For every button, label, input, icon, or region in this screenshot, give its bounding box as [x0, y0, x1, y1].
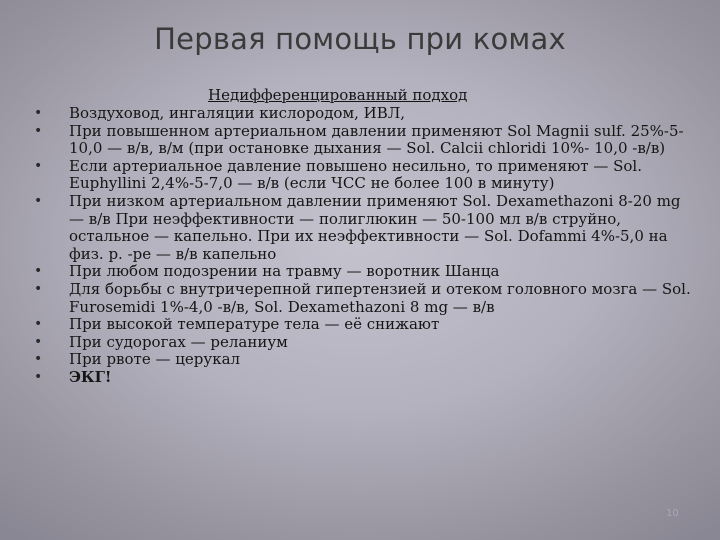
bullet-dot-icon: •	[34, 105, 43, 121]
bullet-text: При судорогах — реланиум	[69, 332, 288, 351]
bullet-dot-icon: •	[34, 263, 43, 280]
bullet-dot-icon: •	[34, 157, 43, 174]
bullet-text: При любом подозрении на травму — воротник Шанца	[69, 262, 500, 281]
slide-title: Первая помощь при комах	[154, 22, 566, 56]
bullet-list	[34, 105, 698, 387]
bullet-item	[34, 316, 698, 334]
bullet-text: При низком артериальном давлении применяют Sol. Dexamethazoni 8-20 mg — в/в При неэффективности — полиглюкин — 50-100 мл в/в струйно, остальное — капельно. При их неэффективности — Sol. Dofammi 4%-5,0 на физ. р. -ре — в/в капельно	[69, 191, 681, 263]
slide-subtitle: Недифференцированный подход	[208, 86, 468, 104]
bullet-text: Если артериальное давление повышено несильно, то применяют — Sol. Euphyllini 2,4%-5-7,0 — в/в (если ЧСС не более 100 в минуту)	[69, 156, 642, 193]
bullet-dot-icon: •	[34, 316, 43, 333]
bullet-item	[34, 123, 698, 158]
bullet-text: При высокой температуре тела — её снижают	[69, 315, 440, 334]
bullet-dot-icon: •	[34, 351, 43, 368]
bullet-item	[34, 351, 698, 369]
bullet-text: При повышенном артериальном давлении применяют Sol Magnii sulf. 25%-5-10,0 — в/в, в/м (при остановке дыхания — Sol. Calcii chloridi 10%- 10,0 -в/в)	[69, 121, 684, 158]
bullet-item	[34, 263, 698, 281]
bullet-item	[34, 281, 698, 316]
bullet-text: Воздуховод, ингаляции кислородом, ИВЛ,	[69, 104, 406, 122]
page-number: 10	[666, 508, 679, 519]
bullet-dot-icon: •	[34, 122, 43, 139]
bullet-item	[34, 193, 698, 263]
bullet-item	[34, 334, 698, 352]
bullet-dot-icon: •	[34, 333, 43, 350]
bullet-dot-icon: •	[34, 280, 43, 297]
bullet-item	[34, 158, 698, 193]
bullet-text: Для борьбы с внутричерепной гипертензией и отеком головного мозга — Sol. Furosemidi 1%-4,0 -в/в, Sol. Dexamethazoni 8 mg — в/в	[69, 279, 691, 316]
bullet-dot-icon: •	[34, 368, 43, 385]
bullet-dot-icon: •	[34, 192, 43, 209]
bullet-item	[34, 105, 698, 123]
bullet-item	[34, 369, 698, 387]
bullet-text: При рвоте — церукал	[69, 350, 241, 369]
bullet-text: ЭКГ!	[69, 367, 112, 386]
